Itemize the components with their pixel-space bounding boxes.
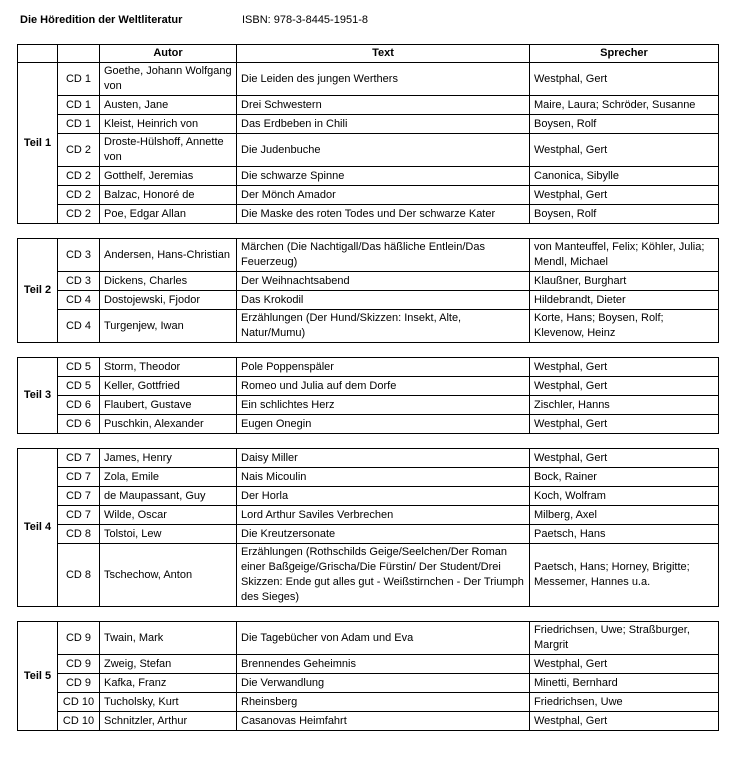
cd-cell: CD 9 [58, 655, 100, 674]
author-cell: Dickens, Charles [100, 272, 237, 291]
author-cell: Keller, Gottfried [100, 377, 237, 396]
narrator-cell: Westphal, Gert [530, 63, 719, 96]
table-row [18, 291, 719, 310]
spacer-cell [18, 343, 719, 358]
table-row [18, 205, 719, 224]
author-cell: Puschkin, Alexander [100, 415, 237, 434]
author-cell: Tolstoi, Lew [100, 525, 237, 544]
narrator-cell: Westphal, Gert [530, 655, 719, 674]
title-cell: Die Judenbuche [237, 134, 530, 167]
author-cell: Austen, Jane [100, 96, 237, 115]
cd-cell: CD 7 [58, 506, 100, 525]
title-cell: Die Maske des roten Todes und Der schwarze Kater [237, 205, 530, 224]
cd-cell: CD 8 [58, 544, 100, 607]
cd-cell: CD 2 [58, 167, 100, 186]
cd-cell: CD 6 [58, 415, 100, 434]
author-cell: Dostojewski, Fjodor [100, 291, 237, 310]
cd-cell: CD 10 [58, 712, 100, 731]
section-spacer [18, 224, 719, 239]
cd-cell: CD 1 [58, 63, 100, 96]
narrator-cell: Boysen, Rolf [530, 115, 719, 134]
table-row [18, 712, 719, 731]
narrator-cell: Maire, Laura; Schröder, Susanne [530, 96, 719, 115]
author-cell: Balzac, Honoré de [100, 186, 237, 205]
author-cell: Wilde, Oscar [100, 506, 237, 525]
title-cell: Die Tagebücher von Adam und Eva [237, 622, 530, 655]
title-cell: Erzählungen (Der Hund/Skizzen: Insekt, Alte, Natur/Mumu) [237, 310, 530, 343]
spacer-cell [18, 607, 719, 622]
title-cell: Drei Schwestern [237, 96, 530, 115]
author-cell: de Maupassant, Guy [100, 487, 237, 506]
author-cell: Kafka, Franz [100, 674, 237, 693]
cd-cell: CD 3 [58, 272, 100, 291]
narrator-cell: Friedrichsen, Uwe [530, 693, 719, 712]
cd-cell: CD 9 [58, 674, 100, 693]
table-row [18, 622, 719, 655]
author-cell: Schnitzler, Arthur [100, 712, 237, 731]
cd-cell: CD 5 [58, 358, 100, 377]
narrator-cell: Friedrichsen, Uwe; Straßburger, Margrit [530, 622, 719, 655]
cd-cell: CD 7 [58, 468, 100, 487]
table-row [18, 134, 719, 167]
author-cell: Flaubert, Gustave [100, 396, 237, 415]
narrator-cell: Westphal, Gert [530, 134, 719, 167]
spacer-cell [18, 434, 719, 449]
table-row [18, 272, 719, 291]
title-cell: Pole Poppenspäler [237, 358, 530, 377]
author-cell: Tschechow, Anton [100, 544, 237, 607]
narrator-cell: Boysen, Rolf [530, 205, 719, 224]
author-cell: Gotthelf, Jeremias [100, 167, 237, 186]
author-cell: Turgenjew, Iwan [100, 310, 237, 343]
part-label: Teil 5 [18, 622, 58, 731]
narrator-cell: von Manteuffel, Felix; Köhler, Julia; Mendl, Michael [530, 239, 719, 272]
author-cell: Zweig, Stefan [100, 655, 237, 674]
title-cell: Eugen Onegin [237, 415, 530, 434]
author-cell: Zola, Emile [100, 468, 237, 487]
table-row [18, 96, 719, 115]
narrator-cell: Paetsch, Hans; Horney, Brigitte; Messemer, Hannes u.a. [530, 544, 719, 607]
cd-cell: CD 4 [58, 291, 100, 310]
isbn-label: ISBN: 978-3-8445-1951-8 [242, 14, 368, 26]
table-row [18, 167, 719, 186]
cd-cell: CD 9 [58, 622, 100, 655]
cd-cell: CD 2 [58, 205, 100, 224]
section-spacer [18, 343, 719, 358]
cd-cell: CD 7 [58, 449, 100, 468]
table-row [18, 239, 719, 272]
table-row [18, 415, 719, 434]
table-row [18, 506, 719, 525]
table-row [18, 310, 719, 343]
title-cell: Rheinsberg [237, 693, 530, 712]
author-cell: Droste-Hülshoff, Annette von [100, 134, 237, 167]
table-row [18, 525, 719, 544]
title-cell: Der Horla [237, 487, 530, 506]
table-row [18, 487, 719, 506]
title-cell: Daisy Miller [237, 449, 530, 468]
document-header [20, 14, 368, 26]
narrator-cell: Koch, Wolfram [530, 487, 719, 506]
document-title: Die Höredition der Weltliteratur [20, 14, 183, 26]
title-cell: Brennendes Geheimnis [237, 655, 530, 674]
section-spacer [18, 434, 719, 449]
title-cell: Die Kreutzersonate [237, 525, 530, 544]
narrator-cell: Paetsch, Hans [530, 525, 719, 544]
cd-cell: CD 2 [58, 186, 100, 205]
table-header-row [18, 45, 719, 63]
title-cell: Ein schlichtes Herz [237, 396, 530, 415]
table-row [18, 674, 719, 693]
table-row [18, 396, 719, 415]
table-row [18, 63, 719, 96]
narrator-cell: Zischler, Hanns [530, 396, 719, 415]
table-row [18, 186, 719, 205]
table-row [18, 377, 719, 396]
cd-cell: CD 1 [58, 115, 100, 134]
narrator-cell: Westphal, Gert [530, 449, 719, 468]
title-cell: Die Leiden des jungen Werthers [237, 63, 530, 96]
part-label: Teil 2 [18, 239, 58, 343]
author-cell: James, Henry [100, 449, 237, 468]
cd-cell: CD 1 [58, 96, 100, 115]
narrator-cell: Bock, Rainer [530, 468, 719, 487]
column-header-sprecher: Sprecher [530, 45, 719, 63]
narrator-cell: Korte, Hans; Boysen, Rolf; Klevenow, Heinz [530, 310, 719, 343]
table-row [18, 544, 719, 607]
part-label: Teil 4 [18, 449, 58, 607]
narrator-cell: Westphal, Gert [530, 415, 719, 434]
header-blank-cell [58, 45, 100, 63]
narrator-cell: Westphal, Gert [530, 377, 719, 396]
title-cell: Der Mönch Amador [237, 186, 530, 205]
catalog-body [18, 63, 719, 731]
narrator-cell: Milberg, Axel [530, 506, 719, 525]
title-cell: Die Verwandlung [237, 674, 530, 693]
title-cell: Das Erdbeben in Chili [237, 115, 530, 134]
title-cell: Casanovas Heimfahrt [237, 712, 530, 731]
table-row [18, 449, 719, 468]
column-header-autor: Autor [100, 45, 237, 63]
cd-cell: CD 2 [58, 134, 100, 167]
cd-cell: CD 3 [58, 239, 100, 272]
part-label: Teil 1 [18, 63, 58, 224]
cd-cell: CD 4 [58, 310, 100, 343]
cd-cell: CD 10 [58, 693, 100, 712]
title-cell: Nais Micoulin [237, 468, 530, 487]
title-cell: Lord Arthur Saviles Verbrechen [237, 506, 530, 525]
author-cell: Andersen, Hans-Christian [100, 239, 237, 272]
table-row [18, 468, 719, 487]
author-cell: Twain, Mark [100, 622, 237, 655]
title-cell: Das Krokodil [237, 291, 530, 310]
column-header-text: Text [237, 45, 530, 63]
cd-cell: CD 5 [58, 377, 100, 396]
author-cell: Tucholsky, Kurt [100, 693, 237, 712]
narrator-cell: Westphal, Gert [530, 186, 719, 205]
author-cell: Storm, Theodor [100, 358, 237, 377]
cd-cell: CD 8 [58, 525, 100, 544]
title-cell: Romeo und Julia auf dem Dorfe [237, 377, 530, 396]
title-cell: Die schwarze Spinne [237, 167, 530, 186]
author-cell: Kleist, Heinrich von [100, 115, 237, 134]
narrator-cell: Westphal, Gert [530, 712, 719, 731]
catalog-table [17, 44, 719, 731]
part-label: Teil 3 [18, 358, 58, 434]
table-row [18, 693, 719, 712]
author-cell: Poe, Edgar Allan [100, 205, 237, 224]
narrator-cell: Minetti, Bernhard [530, 674, 719, 693]
narrator-cell: Canonica, Sibylle [530, 167, 719, 186]
title-cell: Märchen (Die Nachtigall/Das häßliche Entlein/Das Feuerzeug) [237, 239, 530, 272]
narrator-cell: Klaußner, Burghart [530, 272, 719, 291]
section-spacer [18, 607, 719, 622]
table-row [18, 358, 719, 377]
narrator-cell: Westphal, Gert [530, 358, 719, 377]
title-cell: Erzählungen (Rothschilds Geige/Seelchen/Der Roman einer Baßgeige/Grischa/Die Fürstin/ Der Student/Drei Skizzen: Ende gut alles gut - Weißstirnchen - Der Triumph des Sieges) [237, 544, 530, 607]
narrator-cell: Hildebrandt, Dieter [530, 291, 719, 310]
cd-cell: CD 7 [58, 487, 100, 506]
table-row [18, 655, 719, 674]
author-cell: Goethe, Johann Wolfgang von [100, 63, 237, 96]
header-blank-cell [18, 45, 58, 63]
spacer-cell [18, 224, 719, 239]
table-row [18, 115, 719, 134]
cd-cell: CD 6 [58, 396, 100, 415]
title-cell: Der Weihnachtsabend [237, 272, 530, 291]
